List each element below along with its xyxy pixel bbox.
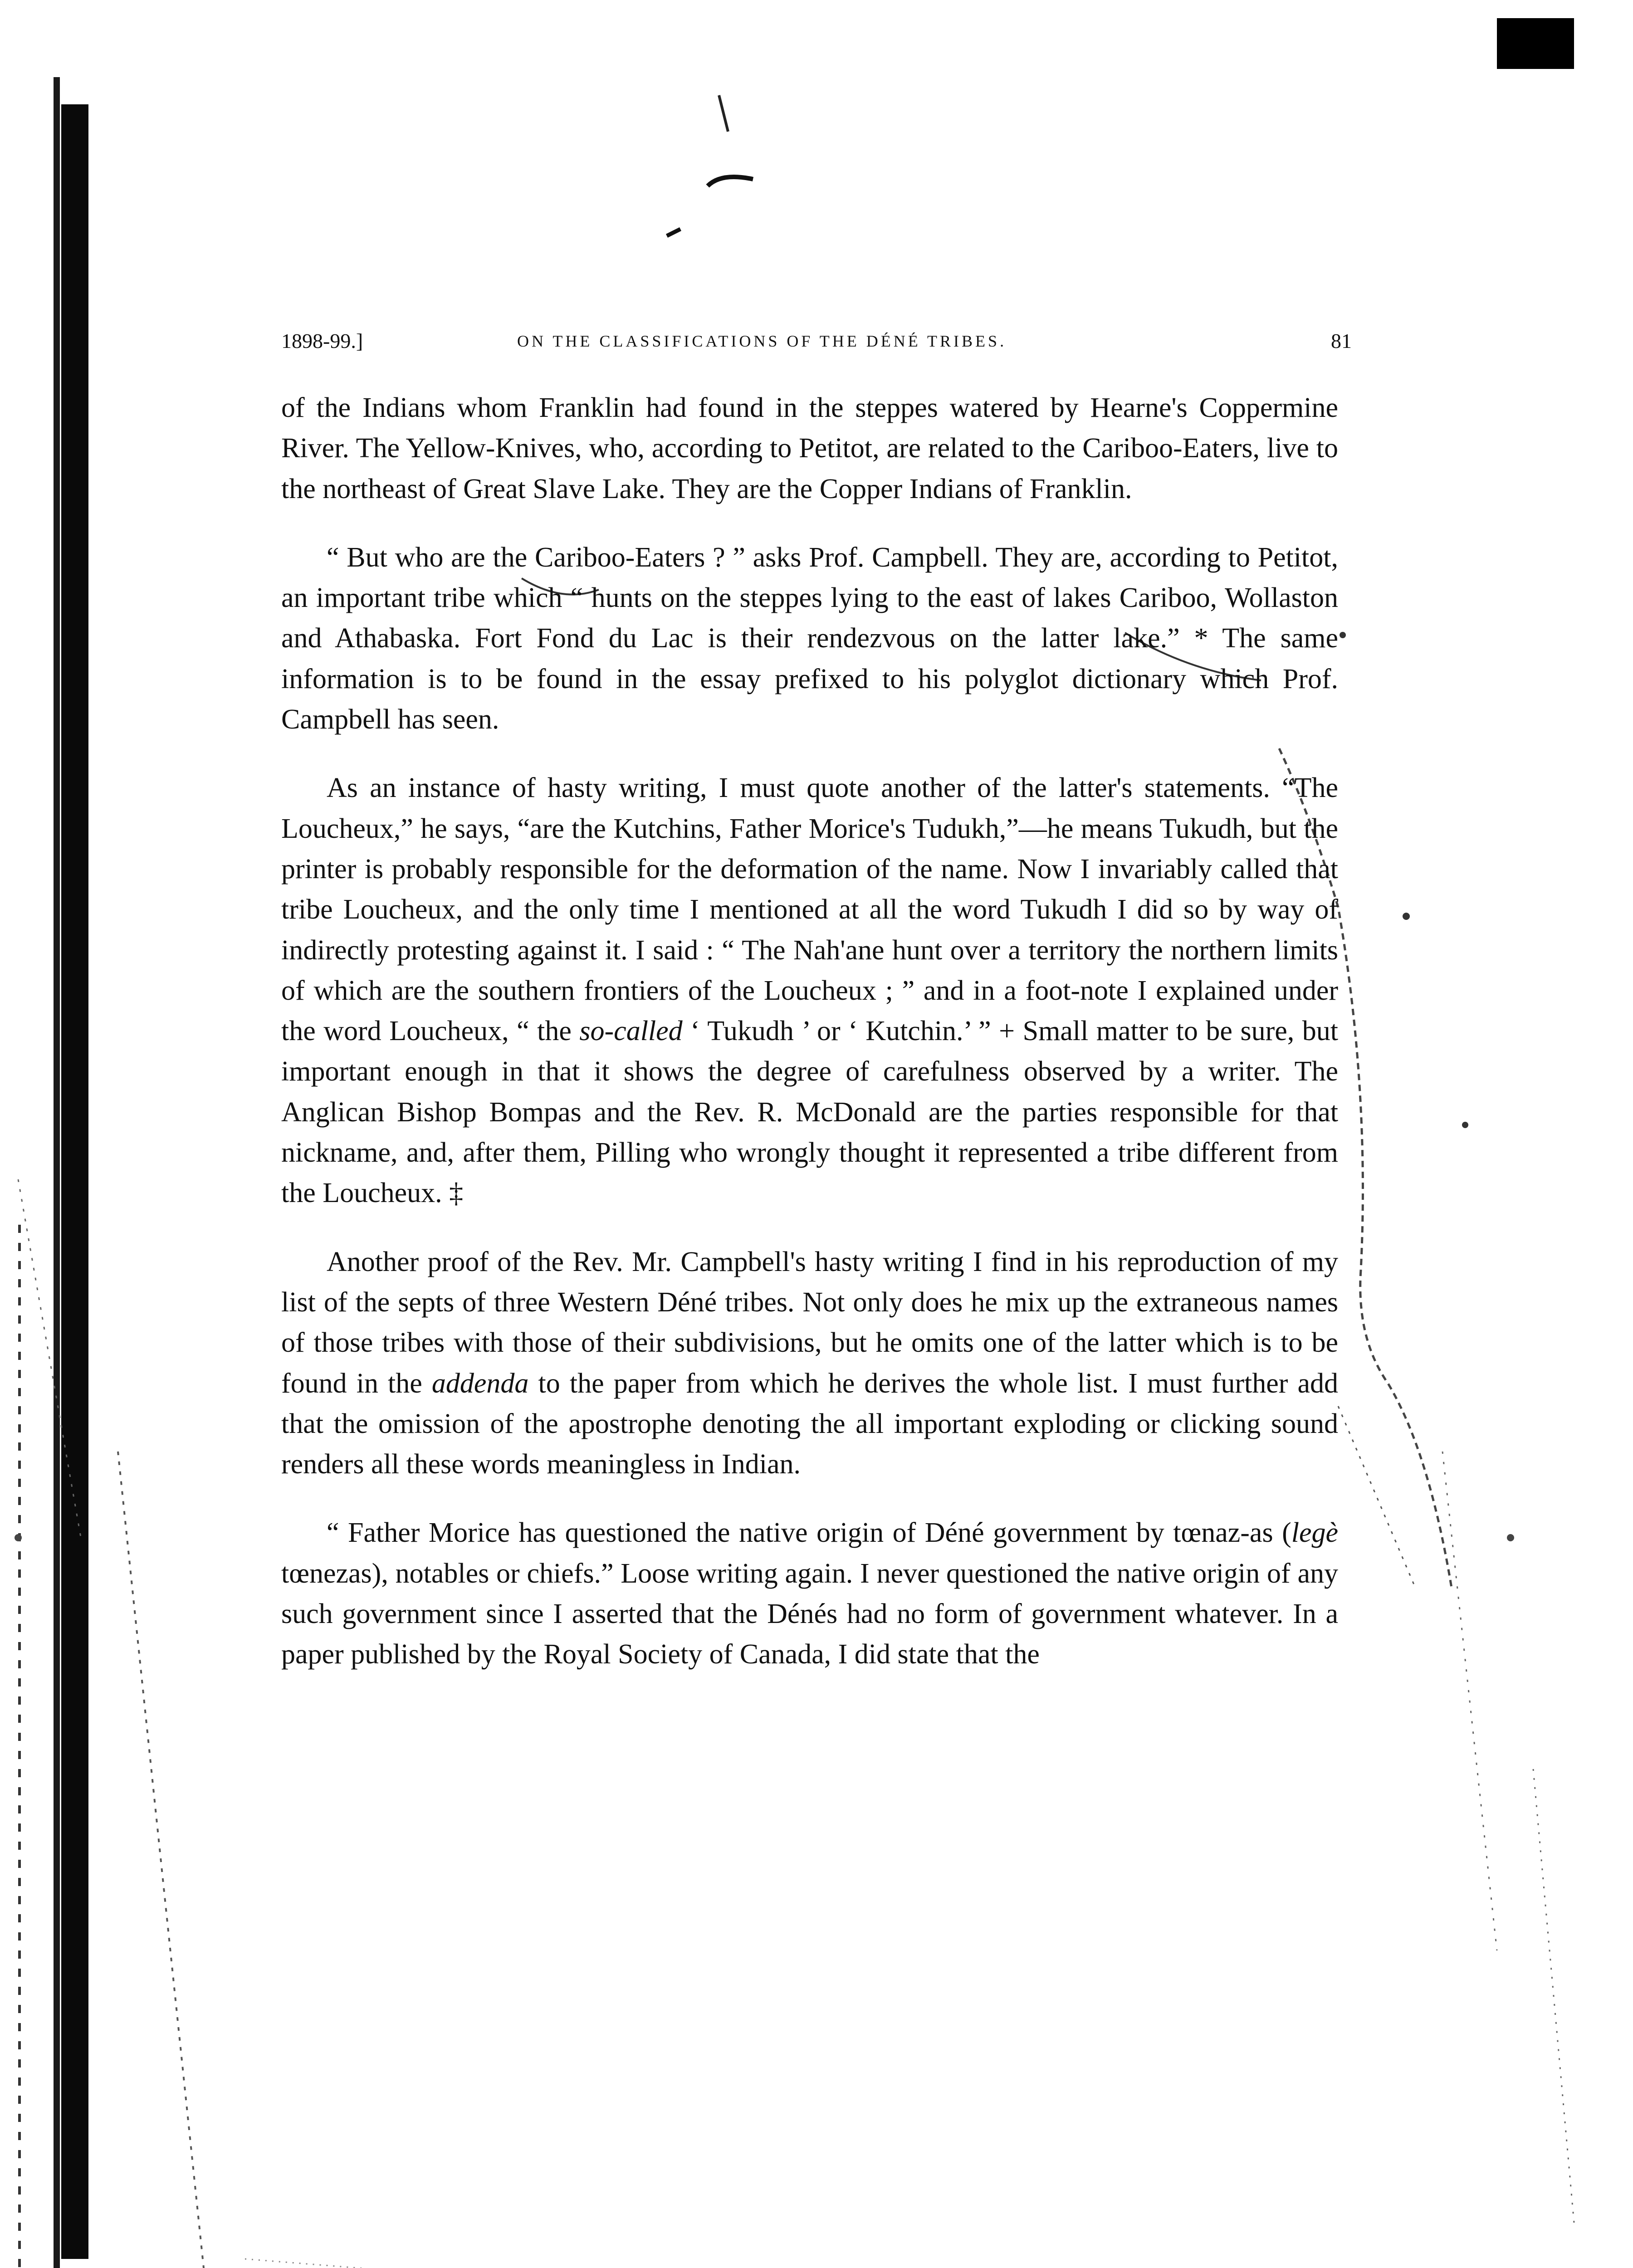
paragraph-3-italic: so-called <box>579 1016 683 1047</box>
scan-binding-shadow <box>61 104 88 2259</box>
paragraph-5-italic: legè <box>1291 1517 1338 1549</box>
running-head-title: ON THE CLASSIFICATIONS OF THE DÉNÉ TRIBES. <box>517 332 1007 350</box>
paragraph-4-italic: addenda <box>431 1368 529 1399</box>
page-number: 81 <box>1331 329 1352 352</box>
paragraph-5-part-a: “ Father Morice has questioned the native origin of Déné government by tœnaz-as ( <box>327 1517 1291 1549</box>
paragraph-4 <box>281 1242 1338 1485</box>
paragraph-5-part-c: tœnezas), notables or chiefs.” Loose writing again. I never questioned the native origin of any such government since I asserted that the Dénés had no form of government whatever. In a paper published by the Royal Society of Canada, I did state that the <box>281 1558 1338 1670</box>
paragraph-3-part-c: ‘ Tukudh ’ or ‘ Kutchin.’ ” + Small matter to be sure, but important enough in that it shows the degree of carefulness observed by a writer. The Anglican Bishop Bompas and the Rev. R. McDonald are the parties responsible for that nickname, and, after them, Pilling who wrongly thought it represented a tribe different from the Loucheux. ‡ <box>281 1016 1338 1209</box>
paragraph-5 <box>281 1513 1338 1675</box>
scan-binding-edge <box>54 77 60 2268</box>
paragraph-4-part-a: Another proof of the Rev. Mr. Campbell's hasty writing I find in his reproduction of my list of the septs of three Western Déné tribes. Not only does he mix up the extraneous names of those tribes with those of their subdivisions, but he omits one of the latter which is to be found in the <box>281 1246 1338 1399</box>
running-head-year: 1898-99.] <box>281 329 363 352</box>
running-head <box>281 329 1352 361</box>
paragraph-2: “ But who are the Cariboo-Eaters ? ” asks Prof. Campbell. They are, according to Petitot, an important tribe which “ hunts on the steppes lying to the east of lakes Cariboo, Wollaston and Athabaska. Fort Fond du Lac is their rendezvous on the latter lake.” * The same information is to be found in the essay prefixed to his polyglot dictionary which Prof. Campbell has seen. <box>281 542 1338 735</box>
scan-corner-mark <box>1497 18 1574 69</box>
paragraph-3-part-a: As an instance of hasty writing, I must quote another of the latter's statements. “The Loucheux,” he says, “are the Kutchins, Father Morice's Tudukh,”—he means Tukudh, but the printer is probably responsible for the deformation of the name. Now I invariably called that tribe Loucheux, and the only time I mentioned at all the word Tukudh I did so by way of indirectly protesting against it. I said : “ The Nah'ane hunt over a territory the northern limits of which are the southern frontiers of the Loucheux ; ” and in a foot-note I explained under the word Loucheux, “ the <box>281 772 1338 1047</box>
paragraph-3 <box>281 768 1338 1213</box>
body-text <box>281 388 1338 1675</box>
paragraph-1: of the Indians whom Franklin had found in the steppes watered by Hearne's Coppermine River. The Yellow-Knives, who, according to Petitot, are related to the Cariboo-Eaters, live to the northeast of Great Slave Lake. They are the Copper Indians of Franklin. <box>281 392 1338 504</box>
scan-margin-streak <box>18 1225 21 2268</box>
paragraph-4-part-c: to the paper from which he derives the whole list. I must further add that the omission of the apostrophe denoting the all important exploding or clicking sound renders all these words meaningless in Indian. <box>281 1368 1338 1480</box>
